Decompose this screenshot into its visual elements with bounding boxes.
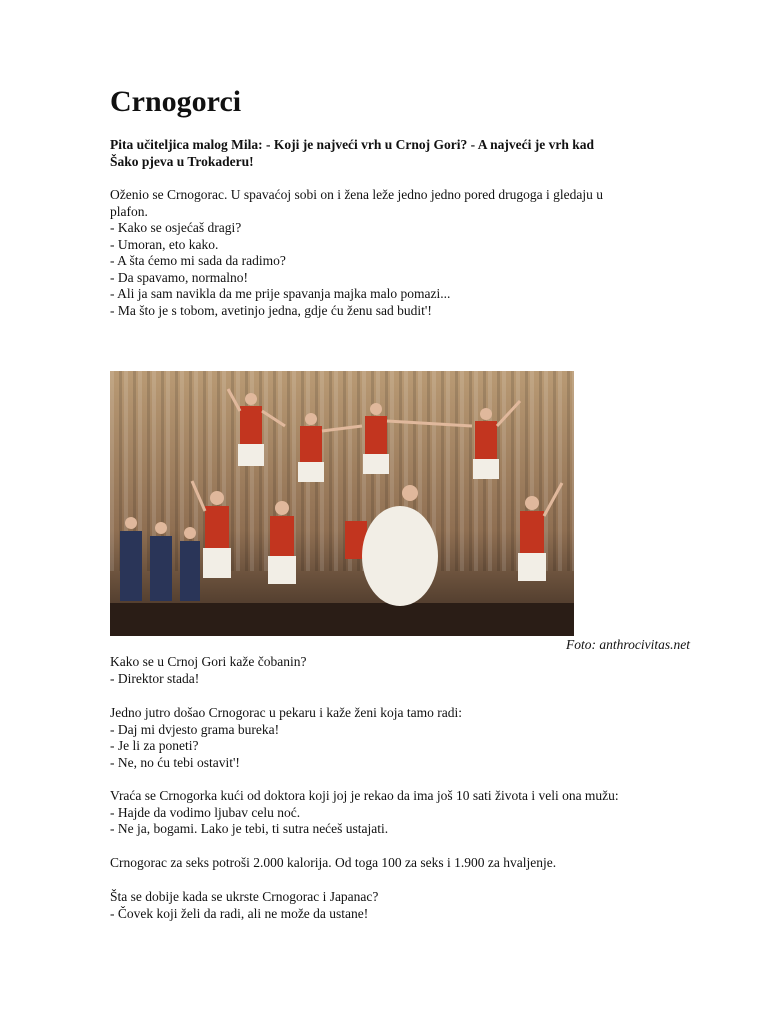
text-line: - Ne, no ću tebi ostavit'! (110, 754, 240, 770)
lead-joke (110, 137, 710, 170)
text-line: Vraća se Crnogorka kući od doktora koji joj je rekao da ima još 10 sati života i veli ona mužu: (110, 788, 619, 803)
joke-shepherd (110, 654, 710, 687)
text-line: - Čovek koji želi da radi, ali ne može da ustane! (110, 905, 369, 921)
text-line: - Ma što je s tobom, avetinjo jedna, gdje ću ženu sad budit'! (110, 302, 432, 318)
text-line: - Umoran, eto kako. (110, 236, 219, 252)
folk-dance-photo (110, 371, 574, 636)
photo-caption: Foto: anthrocivitas.net (566, 637, 690, 652)
text-line: Jedno jutro došao Crnogorac u pekaru i kaže ženi koja tamo radi: (110, 705, 463, 720)
text-line: Oženio se Crnogorac. U spavaćoj sobi on i žena leže jedno jedno pored drugoga i gledaju u (110, 187, 603, 202)
joke-wedding-night (110, 187, 710, 319)
text-line: Crnogorac za seks potroši 2.000 kalorija. Od toga 100 za seks i 1.900 za hvaljenje. (110, 855, 557, 870)
text-line: Kako se u Crnoj Gori kaže čobanin? (110, 654, 307, 669)
text-line: - Hajde da vodimo ljubav celu noć. (110, 804, 301, 820)
text-line: Pita učiteljica malog Mila: - Koji je najveći vrh u Crnoj Gori? - A najveći je vrh kad (110, 137, 595, 152)
joke-bakery (110, 705, 710, 771)
text-line: Šako pjeva u Trokaderu! (110, 153, 254, 169)
text-line: - Da spavamo, normalno! (110, 269, 248, 285)
text-line: - Ne ja, bogami. Lako je tebi, ti sutra nećeš ustajati. (110, 821, 389, 836)
text-line: - Daj mi dvjesto grama bureka! (110, 721, 280, 737)
text-line: - A šta ćemo mi sada da radimo? (110, 253, 286, 268)
page-title: Crnogorci (110, 85, 242, 118)
joke-doctor (110, 788, 710, 838)
text-line: - Ali ja sam navikla da me prije spavanja majka malo pomazi... (110, 286, 451, 301)
text-line: plafon. (110, 203, 148, 219)
text-line: - Kako se osjećaš dragi? (110, 220, 242, 235)
joke-calories (110, 855, 710, 872)
text-line: - Direktor stada! (110, 670, 200, 686)
joke-japanese (110, 889, 710, 922)
text-line: - Je li za poneti? (110, 738, 199, 753)
text-line: Šta se dobije kada se ukrste Crnogorac i Japanac? (110, 889, 379, 904)
